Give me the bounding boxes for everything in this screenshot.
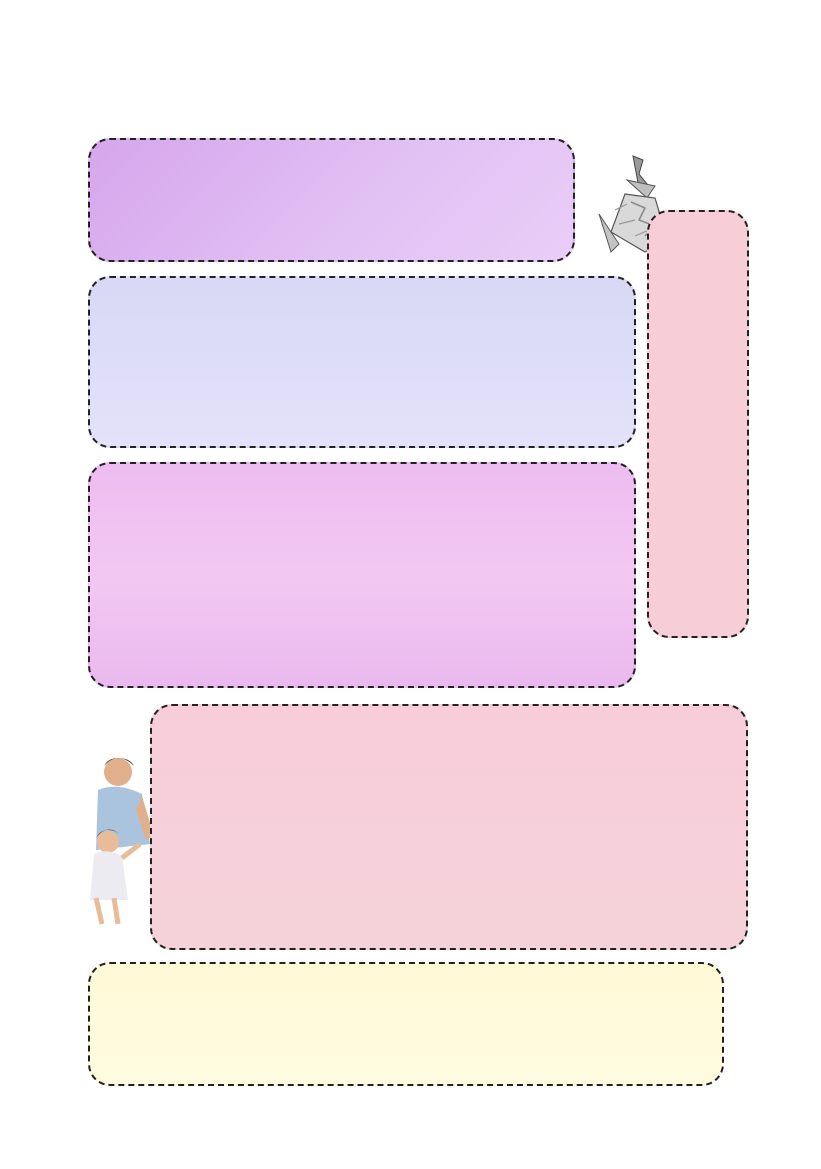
paragraph-box-4 (150, 704, 748, 950)
paragraph-box-2 (88, 276, 636, 448)
paragraph-box-3 (88, 462, 636, 688)
paragraph-box-1 (88, 138, 575, 262)
father-daughter-image (84, 750, 156, 930)
word-bank-box (647, 210, 749, 638)
paragraph-box-5 (88, 962, 724, 1086)
